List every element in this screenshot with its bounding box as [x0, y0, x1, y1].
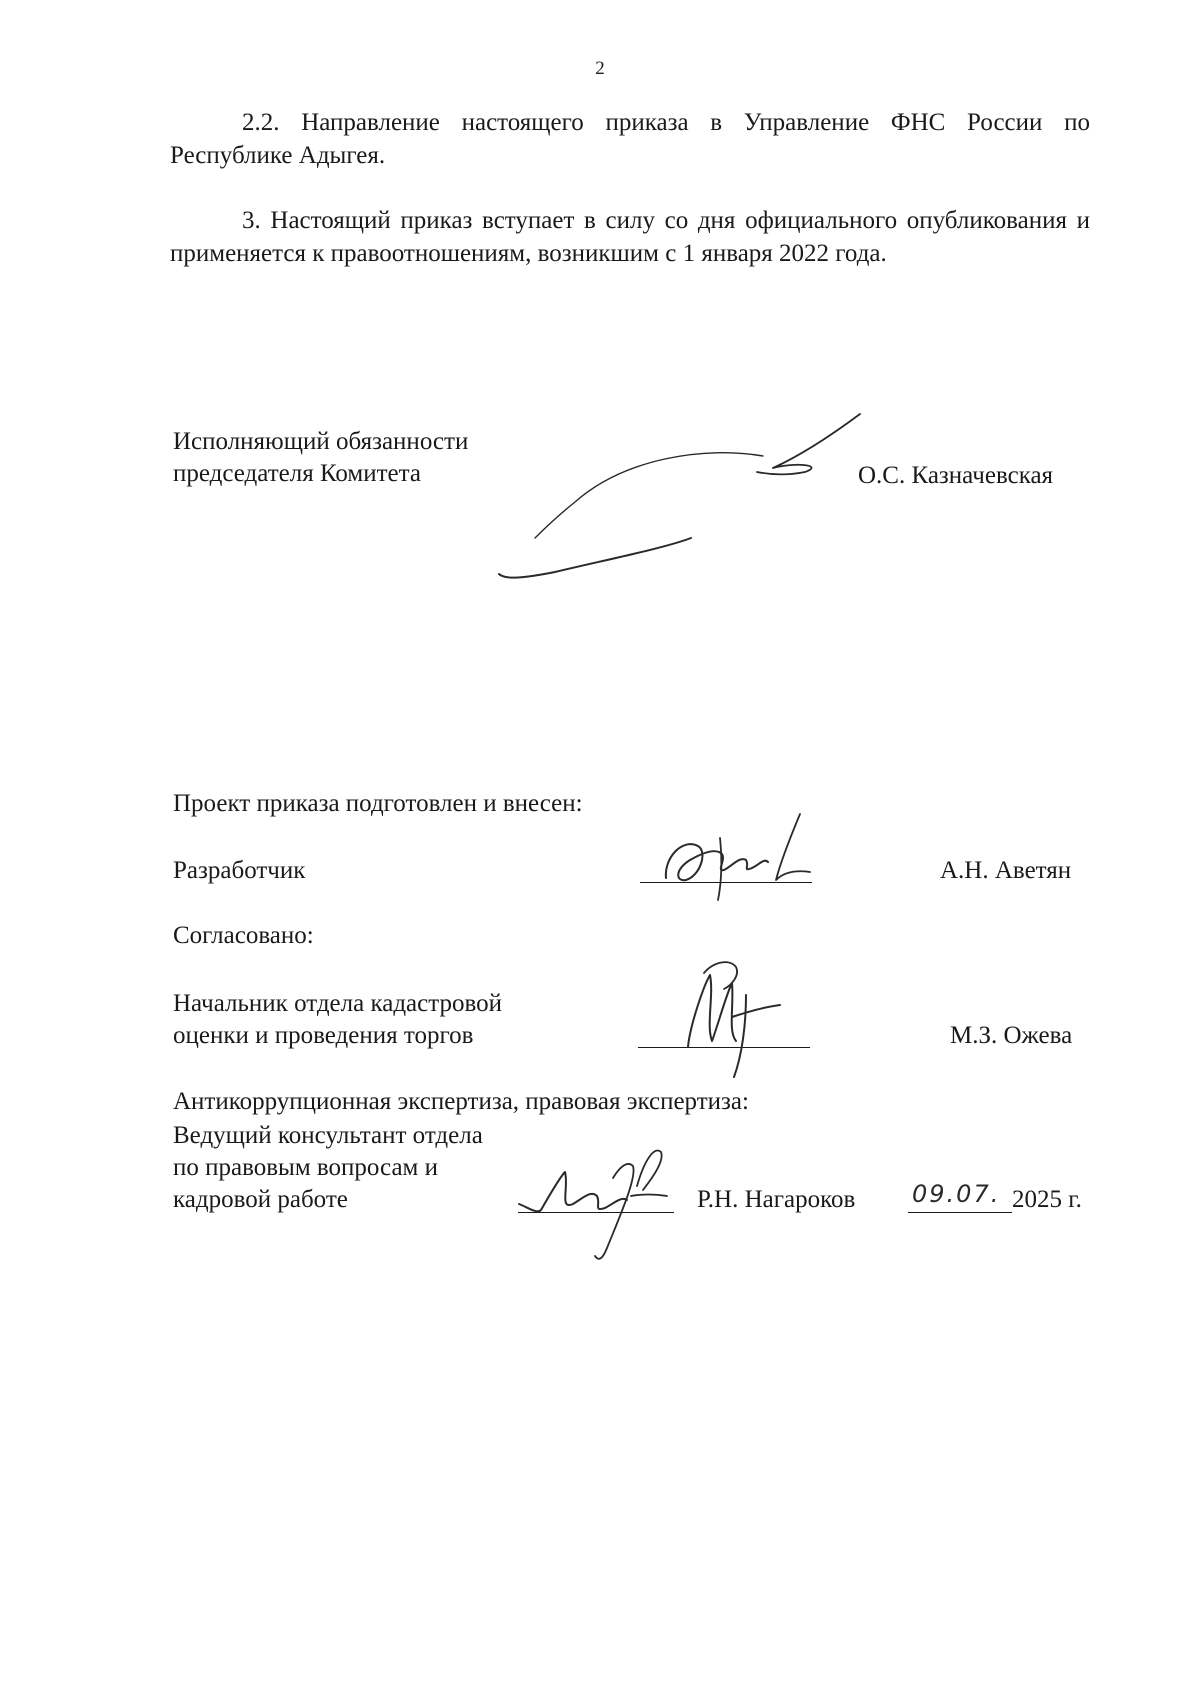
head-position-line2: председателя Комитета	[173, 460, 421, 487]
agreed-position-line1: Начальник отдела кадастровой	[173, 990, 502, 1017]
date-underline	[908, 1212, 1012, 1213]
expertise-position-line2: по правовым вопросам и	[173, 1154, 438, 1181]
expertise-heading: Антикоррупционная экспертиза, правовая экспертиза:	[173, 1088, 749, 1115]
head-position-line1: Исполняющий обязанности	[173, 428, 469, 455]
paragraph-2-2-text: 2.2. Направление настоящего приказа в Управление ФНС России по Республике Адыгея.	[170, 109, 1090, 169]
page-number: 2	[595, 58, 605, 79]
expertise-position-line3: кадровой работе	[173, 1186, 348, 1213]
paragraph-2-2	[170, 106, 1090, 172]
head-name: О.С. Казначевская	[858, 462, 1054, 489]
paragraph-3	[170, 204, 1090, 270]
handwritten-date: 09.07.	[912, 1180, 1001, 1208]
developer-name: А.Н. Аветян	[940, 857, 1072, 884]
agreed-name: М.З. Ожева	[950, 1022, 1073, 1049]
date-year: 2025 г.	[1012, 1186, 1082, 1213]
expertise-position-line1: Ведущий консультант отдела	[173, 1122, 483, 1149]
developer-signature	[660, 808, 830, 908]
head-signature	[495, 410, 875, 585]
expertise-signature	[515, 1138, 685, 1268]
agreed-signature	[670, 955, 790, 1080]
developer-role: Разработчик	[173, 857, 306, 884]
agreed-heading: Согласовано:	[173, 922, 314, 949]
paragraph-3-text: 3. Настоящий приказ вступает в силу со дня официального опубликования и применяется к правоотношениям, возникшим с 1 января 2022 года.	[170, 207, 1090, 267]
expertise-name: Р.Н. Нагароков	[697, 1186, 856, 1213]
prepared-heading: Проект приказа подготовлен и внесен:	[173, 790, 583, 817]
agreed-position-line2: оценки и проведения торгов	[173, 1022, 474, 1049]
